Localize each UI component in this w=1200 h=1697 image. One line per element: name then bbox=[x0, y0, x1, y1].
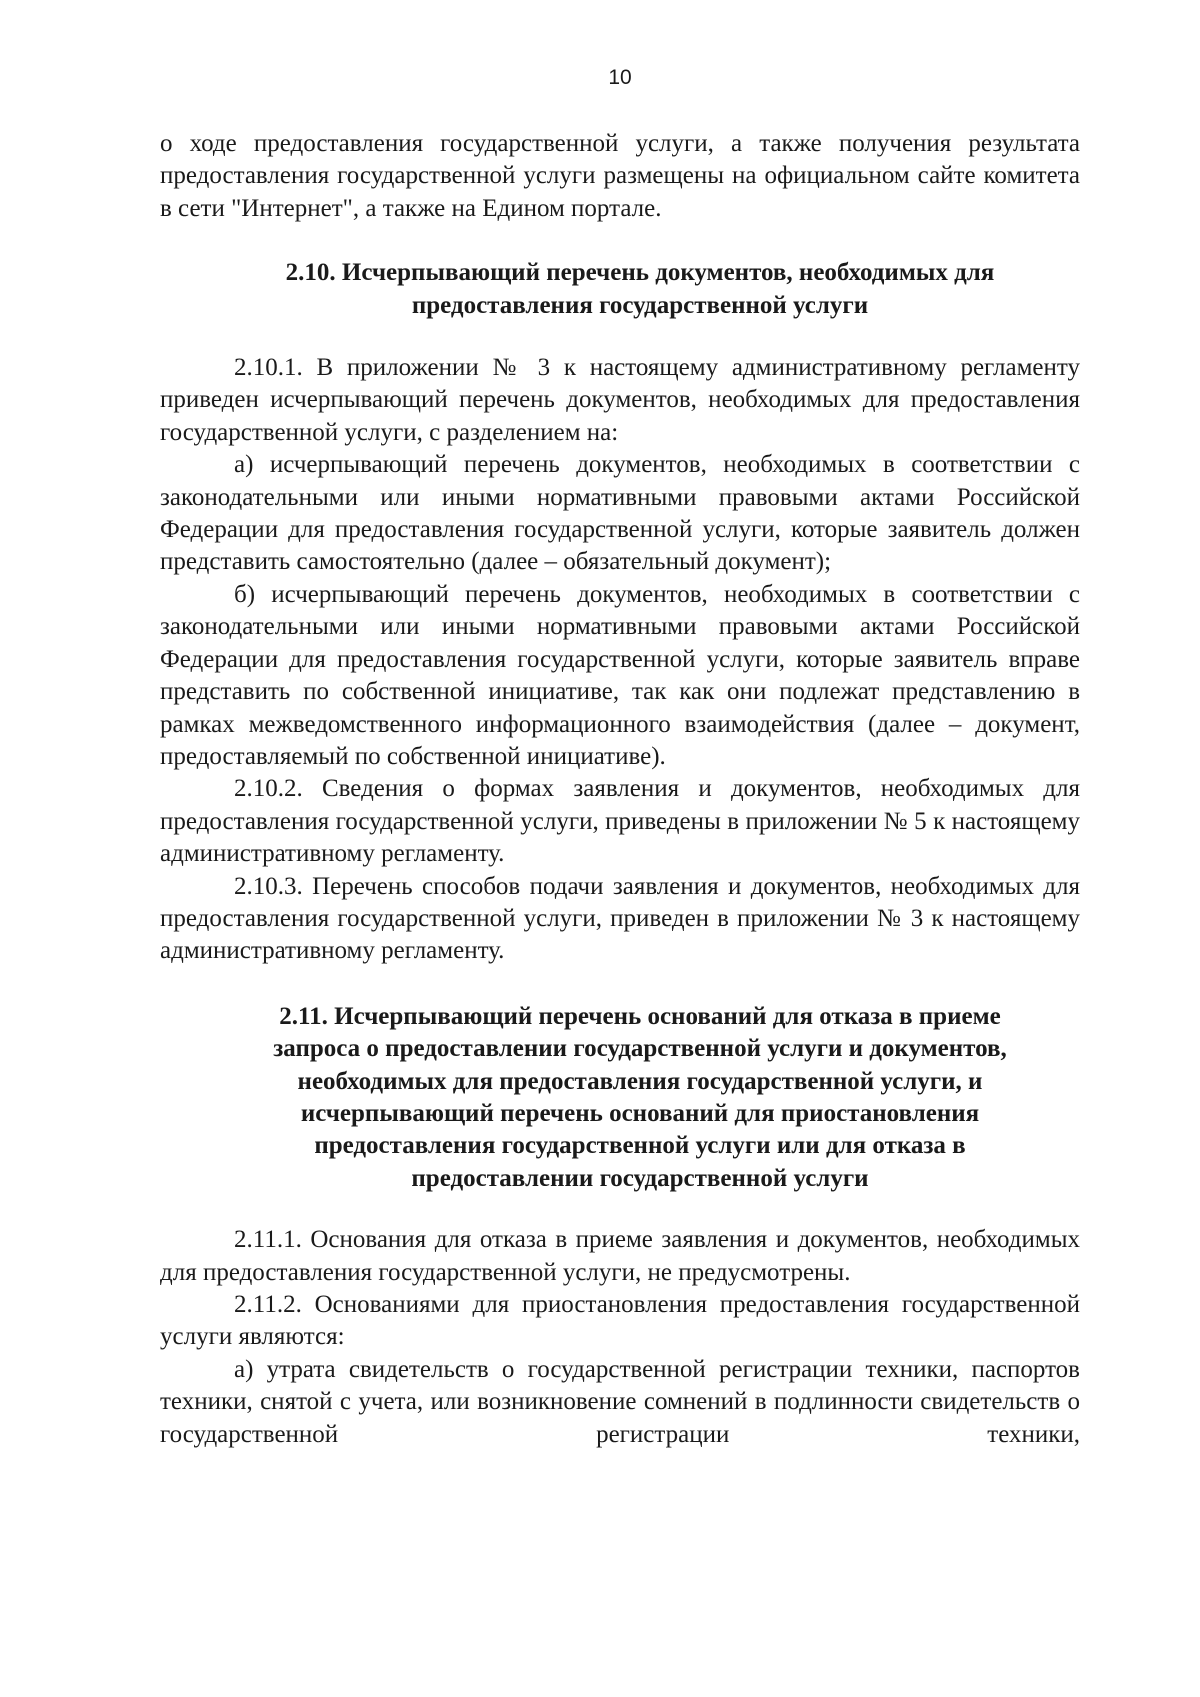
paragraph-2-11-2: 2.11.2. Основаниями для приостановления предоставления государственной услуги являются: bbox=[160, 1291, 1080, 1351]
paragraph-2-10-3: 2.10.3. Перечень способов подачи заявления и документов, необходимых для предоставления государственной услуги, приведен в приложении № 3 к настоящему административному регламенту. bbox=[160, 872, 1080, 965]
intro-paragraph: о ходе предоставления государственной услуги, а также получения результата предоставления государственной услуги размещены на официальном сайте комитета в сети "Интернет", а также на Едином портале. bbox=[160, 130, 1080, 222]
paragraph-2-10-2: 2.10.2. Сведения о формах заявления и документов, необходимых для предоставления государственной услуги, приведены в приложении № 5 к настоящему административному регламенту. bbox=[160, 775, 1080, 868]
paragraph-2-10-1: 2.10.1. В приложении № 3 к настоящему административному регламенту приведен исчерпывающий перечень документов, необходимых для предоставления государственной услуги, с разделением на: bbox=[160, 354, 1080, 446]
heading-line: запроса о предоставлении государственной услуги и документов, bbox=[273, 1035, 1007, 1063]
page-number: 10 bbox=[608, 66, 632, 89]
list-item-a: а) исчерпывающий перечень документов, необходимых в соответствии с законодательными или иными нормативными правовыми актами Российской Федерации для предоставления государственной услуги, которые заявитель должен представить самостоятельно (далее – обязательный документ); bbox=[160, 451, 1080, 576]
heading-line: исчерпывающий перечень оснований для приостановления bbox=[300, 1099, 980, 1127]
list-item-a-2-11: а) утрата свидетельств о государственной регистрации техники, паспортов техники, снятой с учета, или возникновение сомнений в подлинности свидетельств о государственной регистрации техники, bbox=[160, 1355, 1080, 1448]
paragraph-2-11-1: 2.11.1. Основания для отказа в приеме заявления и документов, необходимых для предоставления государственной услуги, не предусмотрены. bbox=[160, 1226, 1080, 1286]
heading-line: 2.11. Исчерпывающий перечень оснований для отказа в приеме bbox=[279, 1002, 1001, 1030]
document-body bbox=[160, 128, 1080, 1451]
heading-line: необходимых для предоставления государственной услуги, и bbox=[297, 1067, 983, 1095]
section-2-10-heading: 2.10. Исчерпывающий перечень документов, необходимых для предоставления государственной услуги bbox=[285, 259, 995, 319]
list-item-b: б) исчерпывающий перечень документов, необходимых в соответствии с законодательными или иными нормативными правовыми актами Российской Федерации для предоставления государственной услуги, которые заявитель вправе представить по собственной инициативе, так как они подлежат представлению в рамках межведомственного информационного взаимодействия (далее – документ, предоставляемый по собственной инициативе). bbox=[160, 580, 1080, 770]
heading-line: предоставлении государственной услуги bbox=[411, 1164, 869, 1192]
heading-line: предоставления государственной услуги или для отказа в bbox=[314, 1132, 966, 1160]
section-2-11-heading bbox=[160, 1001, 1080, 1195]
